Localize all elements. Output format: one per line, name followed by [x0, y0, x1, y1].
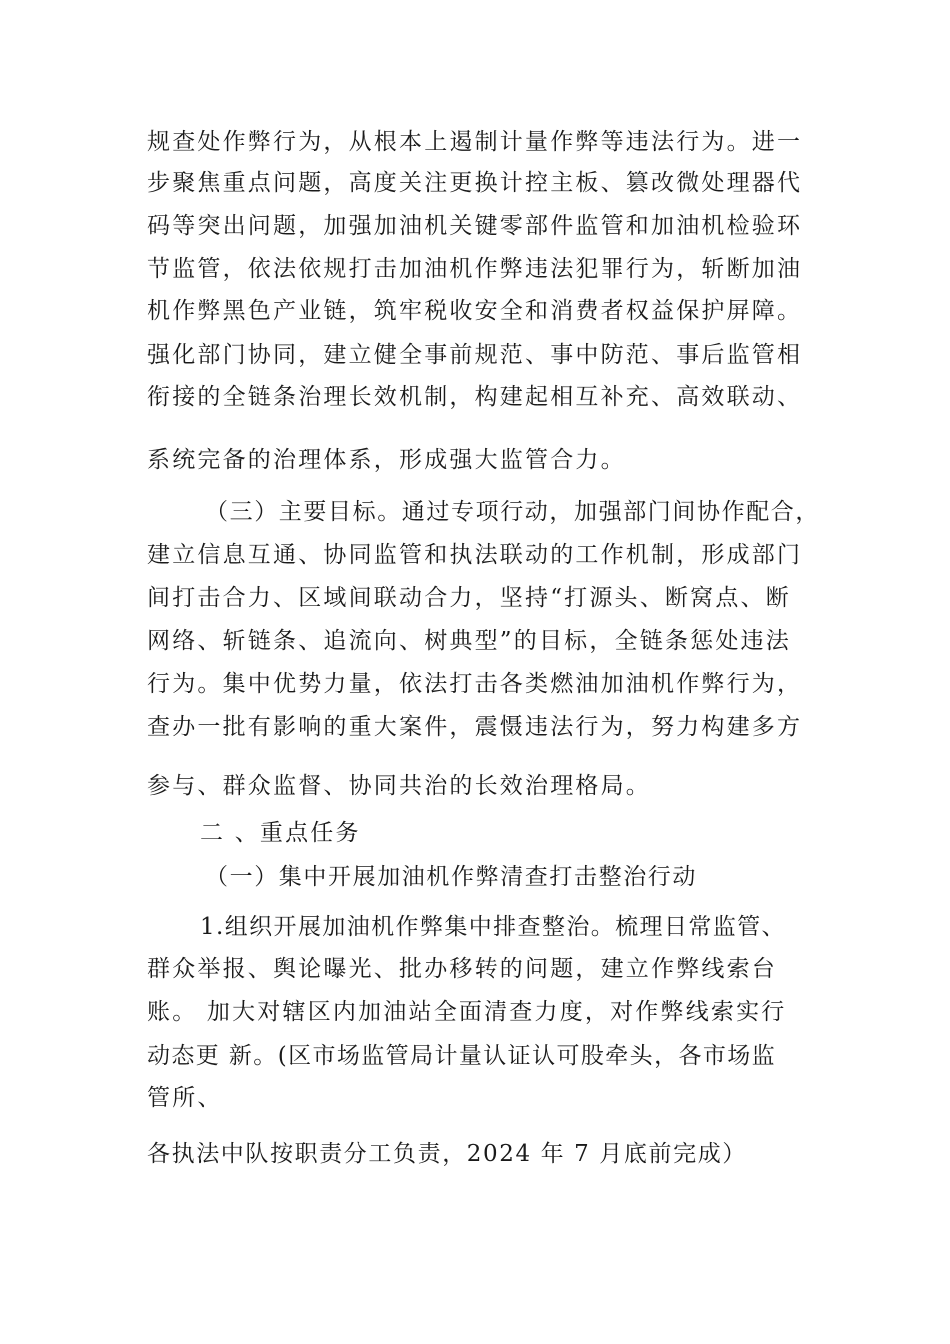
body-text-line: 衔接的全链条治理长效机制，构建起相互补充、高效联动、	[147, 384, 803, 410]
body-text-line: 强化部门协同，建立健全事前规范、事中防范、事后监管相	[147, 342, 803, 368]
body-text-line: 行为。集中优势力量，依法打击各类燃油加油机作弊行为，	[147, 671, 803, 697]
body-text-line: 码等突出问题，加强加油机关键零部件监管和加油机检验环	[147, 213, 803, 239]
body-text-line: 节监管，依法依规打击加油机作弊违法犯罪行为，斩断加油	[147, 256, 803, 282]
section-heading-goals: （三）主要目标。通过专项行动，加强部门间协作配合，	[205, 499, 820, 525]
body-text-line: 查办一批有影响的重大案件，震慑违法行为，努力构建多方	[147, 714, 803, 740]
body-text-line: 各执法中队按职责分工负责，2024 年 7 月底前完成）	[147, 1141, 747, 1167]
body-text-line: 系统完备的治理体系，形成强大监管合力。	[147, 447, 626, 473]
body-text-line: 建立信息互通、协同监管和执法联动的工作机制，形成部门	[147, 542, 803, 568]
body-text-line: 机作弊黑色产业链，筑牢税收安全和消费者权益保护屏障。	[147, 298, 803, 324]
body-text-line: 动态更 新。(区市场监管局计量认证认可股牵头，各市场监	[147, 1043, 777, 1069]
subsection-heading: （一）集中开展加油机作弊清查打击整治行动	[205, 864, 697, 890]
body-text-line: 参与、群众监督、协同共治的长效治理格局。	[147, 773, 651, 799]
body-text-line: 间打击合力、区域间联动合力，坚持“打源头、断窝点、断	[147, 585, 791, 611]
body-text-line: 步聚焦重点问题，高度关注更换计控主板、篡改微处理器代	[147, 170, 803, 196]
body-text-line: 网络、斩链条、追流向、树典型”的目标，全链条惩处违法	[147, 628, 791, 654]
body-text-line: 管所、	[147, 1085, 223, 1111]
body-text-line: 规查处作弊行为，从根本上遏制计量作弊等违法行为。进一	[147, 129, 803, 155]
body-text-line: 账。 加大对辖区内加油站全面清查力度，对作弊线索实行	[147, 999, 787, 1025]
body-text-line: 群众举报、舆论曝光、批办移转的问题，建立作弊线索台	[147, 956, 777, 982]
task-item-heading: 1.组织开展加油机作弊集中排查整治。梳理日常监管、	[200, 914, 786, 940]
section-heading-key-tasks: 二 、重点任务	[200, 820, 361, 846]
